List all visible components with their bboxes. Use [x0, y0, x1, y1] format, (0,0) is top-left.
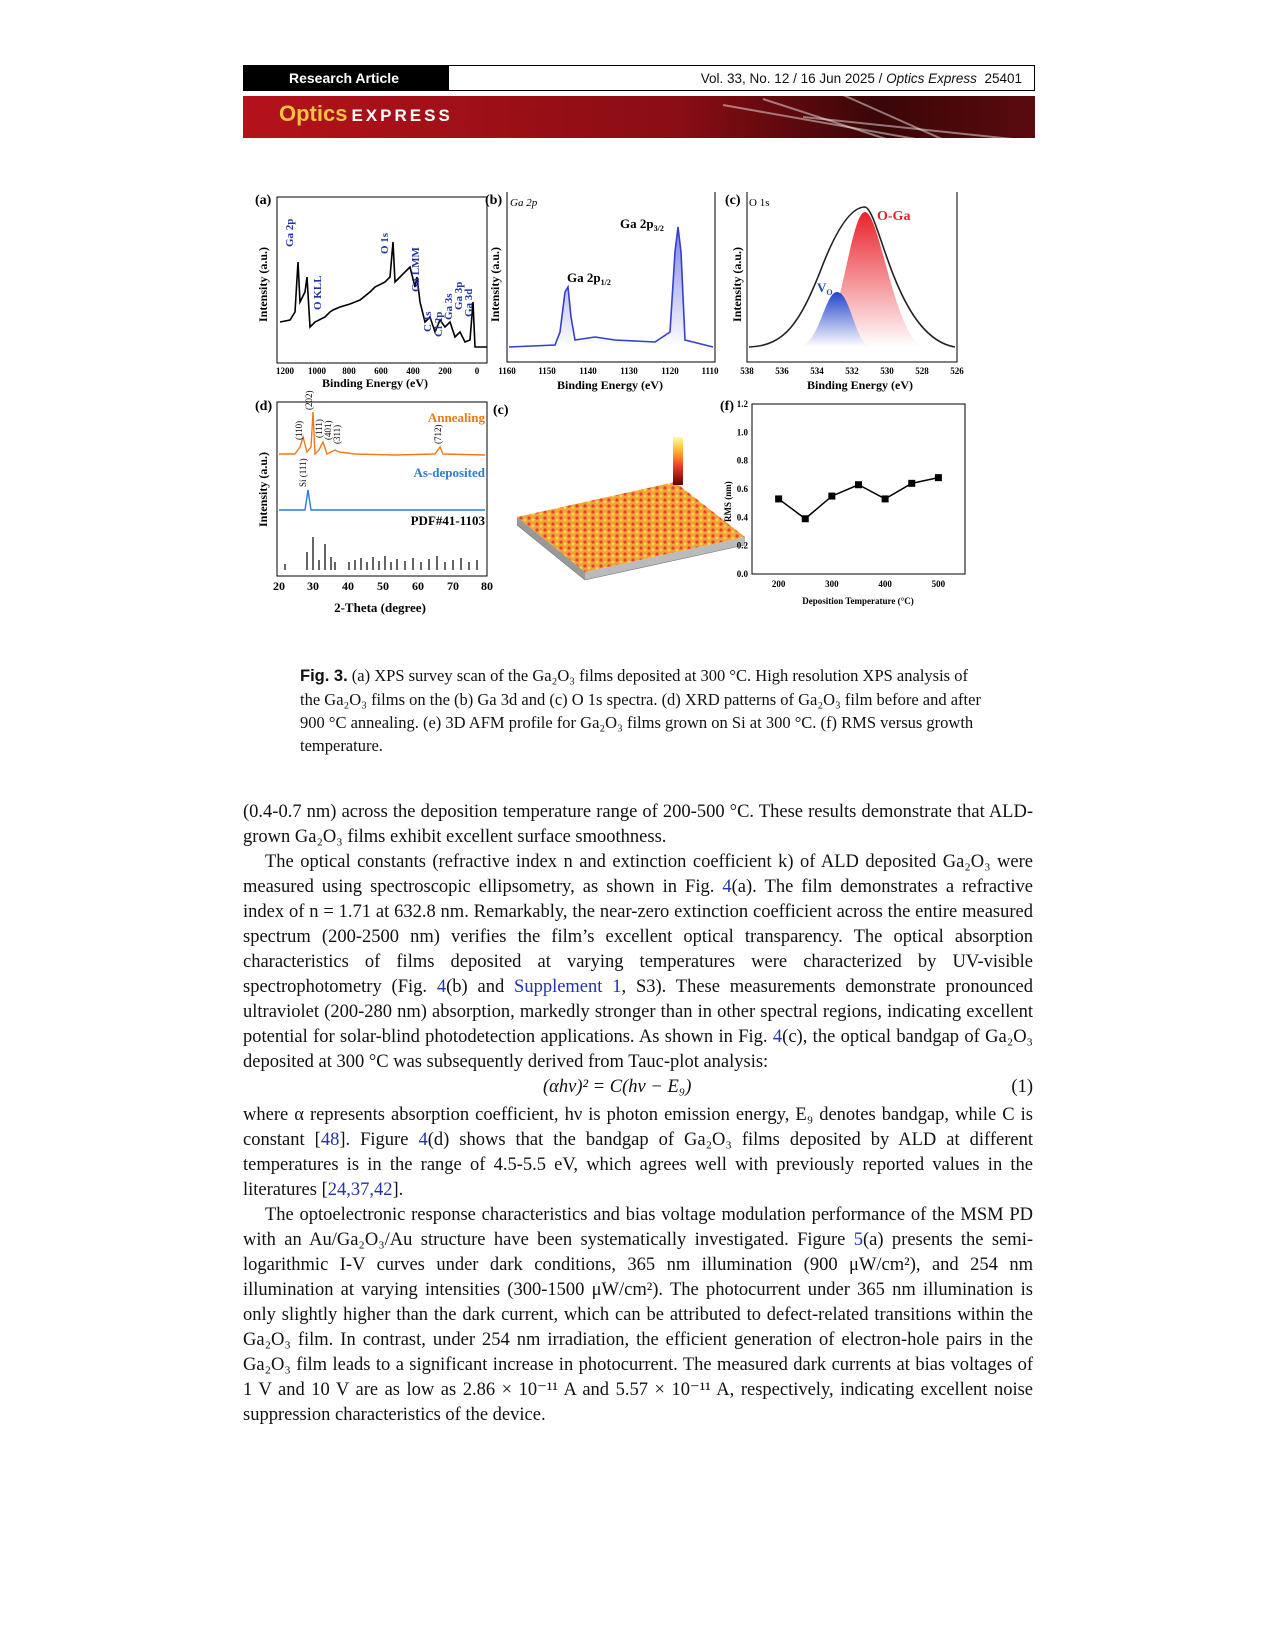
panel-f	[720, 399, 965, 606]
y-tick-label: 0.4	[736, 512, 748, 523]
journal-banner	[243, 96, 1035, 138]
svg-text:(401): (401)	[323, 420, 333, 440]
rms-point	[828, 493, 835, 500]
svg-text:Ga 2p: Ga 2p	[510, 197, 538, 209]
svg-text:20: 20	[273, 579, 285, 593]
svg-text:600: 600	[374, 366, 388, 376]
svg-text:Cl 2p: Cl 2p	[433, 311, 445, 337]
svg-text:800: 800	[342, 366, 356, 376]
rms-point	[775, 495, 782, 502]
journal-logo: Optics EXPRESS	[279, 101, 453, 126]
svg-text:534: 534	[810, 366, 824, 376]
x-tick-label: 400	[878, 579, 892, 589]
y-tick-label: 0.0	[736, 569, 748, 579]
svg-text:1160: 1160	[498, 366, 516, 376]
rms-point	[882, 495, 889, 502]
panel-a	[255, 193, 487, 390]
rms-point	[935, 474, 942, 481]
fig-ref-link[interactable]: 4	[772, 1027, 783, 1047]
svg-text:Si (111): Si (111)	[298, 458, 308, 487]
caption-text: (a) XPS survey scan of the Ga₂O₃ films deposited at 300 °C. High resolution XPS analysis of the Ga₂O₃ films on the (b) Ga 3d and (c) O 1s spectra. (d) XRD patterns of Ga₂O₃ film before and after 900 °C annealing. (e) 3D AFM profile for Ga₂O₃ films grown on Si at 300 °C. (f) RMS versus growth temperature.	[300, 666, 981, 755]
svg-text:Intensity (a.u.): Intensity (a.u.)	[488, 246, 502, 322]
svg-text:40: 40	[342, 579, 354, 593]
y-tick-label: 0.2	[736, 540, 748, 551]
svg-text:Ga 3p: Ga 3p	[453, 281, 465, 310]
svg-text:Ga LMM: Ga LMM	[410, 247, 422, 292]
svg-text:(111): (111)	[314, 419, 324, 438]
svg-text:1150: 1150	[538, 366, 556, 376]
paragraph-4: The optoelectronic response characteristics and bias voltage modulation performance of the MSM PD with an Au/Ga₂O₃/Au structure have been systematically investigated. Figure 5(a) presents the semi-logarithmic I-V curves under dark conditions, 365 nm illumination (900 μW/cm²), and 254 nm illumination at varying intensities (300-1500 μW/cm²). The photocurrent under 365 nm illumination is only slightly higher than the dark current, which can be attributed to defect-related transitions within the Ga₂O₃ film. In contrast, under 254 nm irradiation, the efficient generation of electron-hole pairs in the Ga₂O₃ film leads to a significant increase in photocurrent. The measured dark currents at bias voltages of 1 V and 10 V are as low as 2.86 × 10⁻¹¹ A and 5.57 × 10⁻¹¹ A, respectively, indicating excellent noise suppression characteristics of the device.	[243, 1205, 1033, 1425]
citation: Vol. 33, No. 12 / 16 Jun 2025 / Optics Express 25401	[700, 70, 1022, 86]
rms-series	[775, 474, 942, 522]
body-text	[243, 800, 1033, 1428]
svg-text:50: 50	[377, 579, 389, 593]
svg-text:80: 80	[481, 579, 493, 593]
caption-label: Fig. 3.	[300, 667, 348, 685]
svg-text:(d): (d)	[255, 399, 273, 414]
svg-text:526: 526	[950, 366, 964, 376]
svg-text:O-Ga: O-Ga	[877, 209, 911, 224]
svg-text:1000: 1000	[308, 366, 326, 376]
svg-text:2-Theta (degree): 2-Theta (degree)	[334, 600, 426, 615]
y-tick-label: 1.0	[736, 427, 748, 438]
svg-text:530: 530	[880, 366, 894, 376]
panel-b	[485, 192, 719, 392]
svg-text:PDF#41-1103: PDF#41-1103	[410, 513, 485, 528]
svg-text:Intensity (a.u.): Intensity (a.u.)	[256, 246, 270, 322]
svg-text:(c): (c)	[493, 403, 509, 418]
svg-text:400: 400	[406, 366, 420, 376]
svg-text:Binding Energy (eV): Binding Energy (eV)	[806, 378, 914, 392]
svg-text:O 1s: O 1s	[749, 197, 770, 209]
rms-point	[802, 515, 809, 522]
svg-text:536: 536	[775, 366, 789, 376]
rms-point	[908, 480, 915, 487]
citation-link[interactable]: 24,37,42	[327, 1180, 393, 1200]
svg-text:0: 0	[474, 366, 480, 376]
x-tick-label: 200	[771, 579, 786, 589]
svg-text:528: 528	[915, 366, 929, 376]
svg-text:30: 30	[307, 579, 319, 593]
svg-text:(c): (c)	[725, 193, 741, 208]
svg-text:(110): (110)	[294, 420, 304, 440]
article-type: Research Article	[244, 66, 449, 90]
svg-text:Ga 2p3/2: Ga $2p_{3/2}$	[620, 216, 664, 233]
svg-text:VO: $V_O$	[817, 280, 833, 297]
svg-text:Ga 2p1/2: Ga $2p_{1/2}$	[567, 270, 611, 287]
svg-text:Binding Energy (eV): Binding Energy (eV)	[556, 378, 664, 392]
svg-text:60: 60	[412, 579, 424, 593]
svg-text:Intensity (a.u.): Intensity (a.u.)	[256, 451, 270, 527]
svg-text:C 1s: C 1s	[422, 311, 434, 332]
svg-text:(311): (311)	[332, 424, 342, 444]
svg-text:O KLL: O KLL	[312, 275, 324, 310]
figure-caption	[300, 664, 990, 757]
svg-text:1120: 1120	[661, 366, 679, 376]
fig-ref-link[interactable]: 5	[853, 1230, 864, 1250]
fig-ref-link[interactable]: 4	[436, 977, 447, 997]
svg-text:1130: 1130	[620, 366, 638, 376]
rms-point	[855, 481, 862, 488]
supplement-link[interactable]: Supplement 1	[514, 977, 622, 997]
panel-c	[725, 192, 964, 392]
fig-ref-link[interactable]: 4	[418, 1130, 428, 1150]
x-tick-label: 500	[931, 579, 946, 589]
svg-text:(712): (712)	[433, 424, 443, 444]
panel-e-afm	[493, 403, 745, 580]
svg-text:Intensity (a.u.): Intensity (a.u.)	[730, 246, 744, 322]
svg-text:(202): (202)	[304, 390, 314, 410]
y-tick-label: 0.6	[736, 484, 748, 494]
svg-text:RMS (nm): RMS (nm)	[723, 481, 733, 522]
panel-d	[255, 391, 493, 616]
svg-text:As-deposited: As-deposited	[413, 465, 485, 480]
svg-text:200: 200	[438, 366, 452, 376]
svg-text:Annealing: Annealing	[427, 410, 485, 425]
paragraph-3: where α represents absorption coefficient, hν is photon emission energy, E₉ denotes bandgap, while C is constant [48]. Figure 4(d) shows that the bandgap of Ga₂O₃ films deposited by ALD at different temperatures is in the range of 4.5-5.5 eV, which agrees well with previously reported values in the literatures [24,37,42].	[243, 1105, 1034, 1200]
svg-text:538: 538	[740, 366, 754, 376]
svg-text:(a): (a)	[255, 193, 272, 208]
fig-ref-link[interactable]: 4	[722, 877, 732, 897]
citation-link[interactable]: 48	[320, 1130, 340, 1150]
svg-text:1200: 1200	[276, 366, 294, 376]
svg-text:532: 532	[845, 366, 859, 376]
x-tick-label: 300	[825, 579, 839, 589]
paragraph-2: The optical constants (refractive index n and extinction coefficient k) of ALD deposited Ga₂O₃ were measured using spectroscopic ellipsometry, as shown in Fig. 4(a). The film demonstrates a refractive index of n = 1.71 at 632.8 nm. Remarkably, the near-zero extinction coefficient across the entire measured spectrum (200-2500 nm) verifies the film’s excellent optical transparency. The optical absorption characteristics of films deposited at varying temperatures were characterized by UV-visible spectrophotometry (Fig. 4(b) and Supplement 1, S3). These measurements demonstrate pronounced ultraviolet (200-280 nm) absorption, markedly stronger than in other spectral regions, indicating excellent potential for solar-blind photodetection applications. As shown in Fig. 4(c), the optical bandgap of Ga₂O₃ deposited at 300 °C was subsequently derived from Tauc-plot analysis:	[243, 852, 1034, 1072]
figure-3	[255, 192, 1025, 642]
equation-1: (αhν)² = C(hν − E₉) (1)	[543, 1077, 1033, 1097]
svg-text:Ga 3s: Ga 3s	[443, 293, 455, 320]
y-tick-label: 1.2	[736, 399, 748, 409]
svg-text:1140: 1140	[579, 366, 597, 376]
svg-text:(f): (f)	[720, 399, 734, 414]
y-tick-label: 0.8	[736, 455, 748, 466]
svg-text:Deposition Temperature (°C): Deposition Temperature (°C)	[802, 596, 914, 606]
svg-text:Binding Energy (eV): Binding Energy (eV)	[321, 376, 429, 390]
svg-text:70: 70	[447, 579, 459, 593]
svg-text:1110: 1110	[701, 366, 719, 376]
journal-header	[243, 65, 1035, 91]
svg-text:Ga 3d: Ga 3d	[463, 288, 475, 317]
svg-text:(b): (b)	[485, 193, 503, 208]
svg-text:O 1s: O 1s	[379, 232, 391, 254]
svg-text:Ga 2p: Ga 2p	[284, 218, 296, 247]
paragraph-1: (0.4-0.7 nm) across the deposition temperature range of 200-500 °C. These results demonstrate that ALD-grown Ga₂O₃ films exhibit excellent surface smoothness.	[243, 802, 1033, 847]
